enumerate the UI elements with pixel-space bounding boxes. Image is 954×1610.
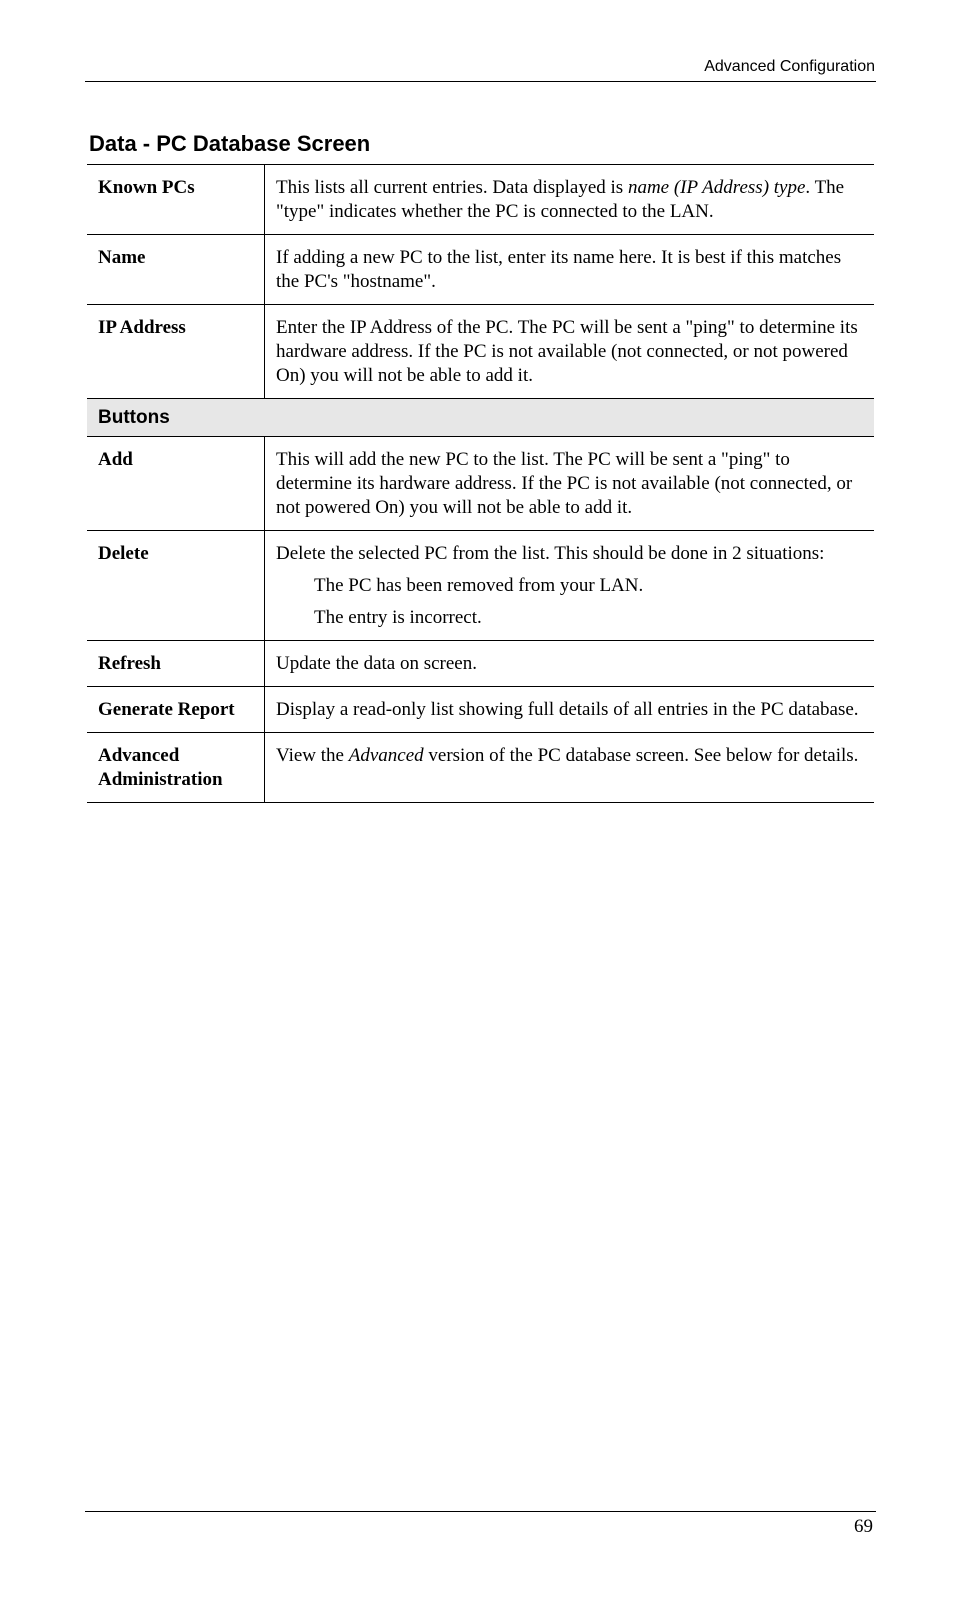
emphasis-text: Advanced [348, 745, 424, 766]
table-row [87, 235, 874, 305]
header-rule [85, 81, 876, 82]
sub-item: The PC has been removed from your LAN. [314, 575, 644, 596]
term-cell: IP Address [87, 305, 265, 399]
description-text: This will add the new PC to the list. The PC will be sent a "ping" to determine its hardware address. If the PC is not available (not connected, or not powered On) you will not be able to add it. [276, 449, 853, 518]
description-cell [265, 641, 875, 687]
sub-item: The entry is incorrect. [314, 607, 482, 628]
emphasis-text: name (IP Address) type [627, 177, 806, 198]
term-cell: Advanced Administration [87, 733, 265, 803]
page-number: 69 [854, 1516, 873, 1537]
description-text: Update the data on screen. [276, 653, 477, 674]
description-cell [265, 531, 875, 641]
description-text: Display a read-only list showing full details of all entries in the PC database. [276, 699, 859, 720]
definitions-table [87, 164, 874, 803]
term-cell: Name [87, 235, 265, 305]
description-cell [265, 235, 875, 305]
description-cell [265, 305, 875, 399]
term-cell: Refresh [87, 641, 265, 687]
description-cell [265, 687, 875, 733]
table-row [87, 165, 874, 235]
description-text: Delete the selected PC from the list. This should be done in 2 situations: [276, 543, 825, 564]
description-text: View the [276, 745, 349, 766]
description-cell [265, 437, 875, 531]
section-row-buttons [87, 399, 874, 437]
description-text: Enter the IP Address of the PC. The PC will be sent a "ping" to determine its hardware address. If the PC is not available (not connected, or not powered On) you will not be able to add it. [276, 317, 858, 386]
section-heading: Buttons [87, 399, 874, 437]
description-text: If adding a new PC to the list, enter its name here. It is best if this matches the PC's "hostname". [276, 247, 842, 292]
footer-rule [85, 1511, 876, 1512]
running-header: Advanced Configuration [704, 58, 875, 75]
description-cell [265, 733, 875, 803]
table-row [87, 687, 874, 733]
table-row [87, 733, 874, 803]
term-cell: Generate Report [87, 687, 265, 733]
description-cell [265, 165, 875, 235]
table-row [87, 305, 874, 399]
term-cell: Known PCs [87, 165, 265, 235]
description-text: version of the PC database screen. See below for details. [423, 745, 859, 766]
description-text: This lists all current entries. Data displayed is [276, 177, 628, 198]
table-row [87, 641, 874, 687]
term-cell: Add [87, 437, 265, 531]
table-row [87, 437, 874, 531]
table-row [87, 531, 874, 641]
description-text: . The "type" indicates whether the PC is connected to the LAN. [276, 177, 845, 222]
section-title: Data - PC Database Screen [89, 131, 371, 156]
term-cell: Delete [87, 531, 265, 641]
